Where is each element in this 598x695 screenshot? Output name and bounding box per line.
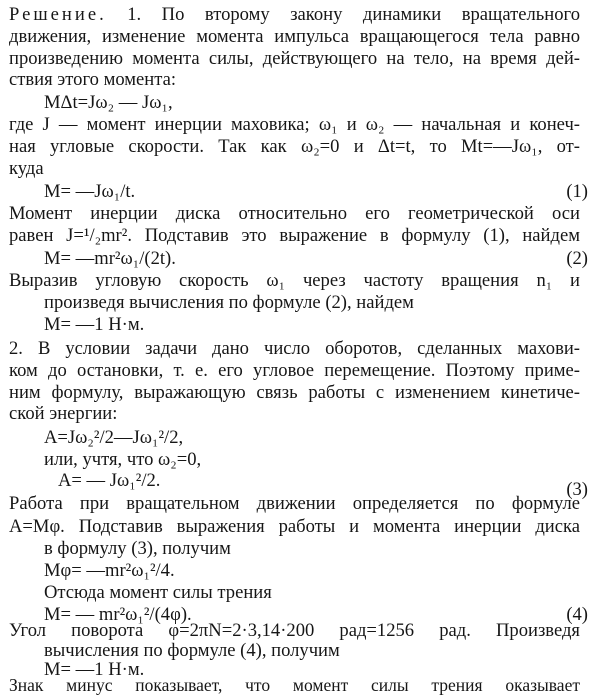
solution-heading: Решение. <box>9 4 107 25</box>
formula-1: MΔt=Jω₂ — Jω₁, <box>44 92 173 113</box>
text-line: A=Mφ. Подставив выражения работы и момента инерции диска <box>9 516 580 537</box>
text-line: ним формулу, выражающую связь работы с изменением кинетиче- <box>9 382 580 403</box>
formula-3: M= —mr²ω₁/(2t). <box>44 248 176 269</box>
formula-5: A=Jω₂²/2—Jω₁²/2, <box>44 427 184 448</box>
text-line: куда <box>9 158 44 179</box>
formula-4: M= —1 Н·м. <box>44 314 145 335</box>
text-line: произведя вычисления по формуле (2), найдем <box>44 292 414 313</box>
text-line: где J — момент инерции маховика; ω₁ и ω₂ — начальная и конеч- <box>9 114 580 135</box>
text-line: ком до остановки, т. е. его угловое перемещение. Поэтому приме- <box>9 360 580 381</box>
text-line: Знак минус показывает, что момент силы трения оказывает <box>9 675 580 695</box>
text-line: равен J=¹/₂mr². Подставив это выражение в формулу (1), найдем <box>9 225 580 246</box>
equation-number-2: (2) <box>566 248 588 269</box>
text-line: 2. В условии задачи дано число оборотов, сделанных махови- <box>9 338 580 359</box>
text-line: ствия этого момента: <box>9 69 177 90</box>
text-line: вычисления по формуле (4), получим <box>44 640 340 661</box>
text-line: Момент инерции диска относительно его геометрической оси <box>9 203 580 224</box>
text-line: Отсюда момент силы трения <box>44 582 272 603</box>
text-line: Выразив угловую скорость ω₁ через частоту вращения n₁ и <box>9 270 580 291</box>
text-line: ная угловые скорости. Так как ω₂=0 и Δt=t, то Mt=—Jω₁, от- <box>9 136 580 157</box>
formula-6: A= — Jω₁²/2. <box>58 470 161 491</box>
formula-2: M= —Jω₁/t. <box>44 181 136 202</box>
text-line: в формулу (3), получим <box>44 538 231 559</box>
formula-7: Mφ= —mr²ω₁²/4. <box>44 560 175 581</box>
formula-8: M= — mr²ω₁²/(4φ). <box>44 604 192 625</box>
text-line: произведению момента силы, действующего на тело, на время дей- <box>9 48 580 69</box>
formula-9: M= —1 Н·м. <box>44 659 145 680</box>
text-line: Работа при вращательном движении определяется по формуле <box>9 493 580 514</box>
equation-number-1: (1) <box>566 181 588 202</box>
text-line: Угол поворота φ=2πN=2·3,14·200 рад=1256 рад. Произведя <box>9 620 580 641</box>
text-line: 1. По второму закону динамики вращательного <box>106 4 580 25</box>
equation-number-4: (4) <box>566 604 588 625</box>
text-line: ской энергии: <box>9 403 118 424</box>
text-line: или, учтя, что ω₂=0, <box>44 449 202 470</box>
solution-heading-line <box>9 4 580 25</box>
equation-number-3: (3) <box>566 479 588 500</box>
text-line: движения, изменение момента импульса вращающегося тела равно <box>9 26 580 47</box>
